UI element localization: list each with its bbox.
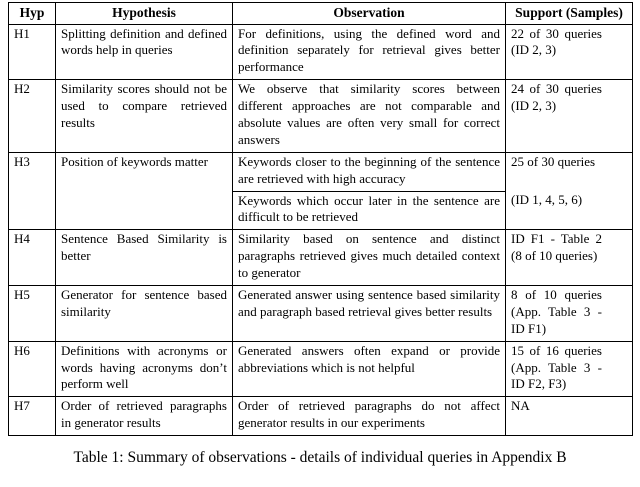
observation-cell-b: Keywords which occur later in the sentence are difficult to be retrieved [233,191,506,230]
table-row [9,397,633,436]
support-cell: 8 of 10 queries (App. Table 3 - ID F1) [506,286,633,342]
hyp-cell: H6 [9,341,56,397]
support-cell-b: (ID 1, 4, 5, 6) [506,191,633,230]
hyp-cell: H2 [9,80,56,153]
observation-cell: For definitions, using the defined word and definition separately for retrieval gives better performance [233,24,506,80]
observation-cell: Similarity based on sentence and distinct paragraphs retrieved gives much detailed context to generator [233,230,506,286]
hyp-cell: H5 [9,286,56,342]
observation-cell: Generated answer using sentence based similarity and paragraph based retrieval gives better results [233,286,506,342]
support-cell: ID F1 - Table 2 (8 of 10 queries) [506,230,633,286]
hypothesis-cell: Sentence Based Similarity is better [56,230,233,286]
hyp-cell: H7 [9,397,56,436]
support-cell: 15 of 16 queries (App. Table 3 - ID F2, F3) [506,341,633,397]
table-row [9,341,633,397]
hypothesis-cell: Splitting definition and defined words help in queries [56,24,233,80]
table-row [9,152,633,191]
hypothesis-cell: Definitions with acronyms or words having acronyms don’t perform well [56,341,233,397]
column-header-hyp: Hyp [9,3,56,25]
column-header-hypothesis: Hypothesis [56,3,233,25]
table-row [9,80,633,153]
hyp-cell: H4 [9,230,56,286]
table-row [9,24,633,80]
observation-cell: Order of retrieved paragraphs do not affect generator results in our experiments [233,397,506,436]
hypothesis-cell: Position of keywords matter [56,152,233,230]
summary-table [8,2,633,436]
table-row [9,286,633,342]
column-header-observation: Observation [233,3,506,25]
table-caption: Table 1: Summary of observations - details of individual queries in Appendix B [73,449,567,467]
observation-cell: Generated answers often expand or provide abbreviations which is not helpful [233,341,506,397]
support-cell: 24 of 30 queries (ID 2, 3) [506,80,633,153]
hypothesis-cell: Generator for sentence based similarity [56,286,233,342]
support-cell: NA [506,397,633,436]
column-header-support: Support (Samples) [506,3,633,25]
observation-cell-a: Keywords closer to the beginning of the sentence are retrieved with high accuracy [233,152,506,191]
observation-cell: We observe that similarity scores between different approaches are not comparable and absolute values are often very small for correct answers [233,80,506,153]
support-cell: 22 of 30 queries (ID 2, 3) [506,24,633,80]
hypothesis-cell: Order of retrieved paragraphs in generator results [56,397,233,436]
header-row [9,3,633,25]
support-cell-a: 25 of 30 queries [506,152,633,191]
table-row [9,230,633,286]
hypothesis-cell: Similarity scores should not be used to compare retrieved results [56,80,233,153]
hyp-cell: H3 [9,152,56,230]
hyp-cell: H1 [9,24,56,80]
